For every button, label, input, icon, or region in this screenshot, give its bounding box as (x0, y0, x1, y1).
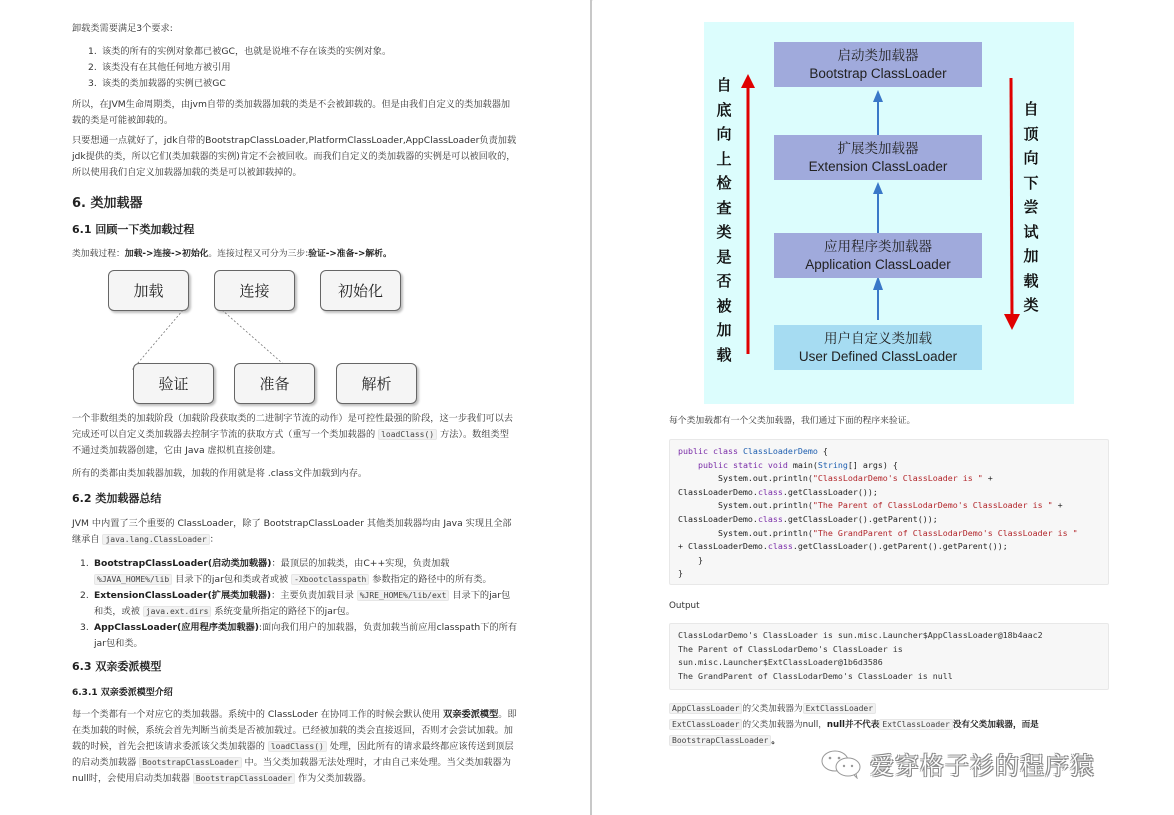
inline-code: -Xbootclasspath (291, 574, 369, 585)
vertical-label-char: 向 (1023, 149, 1039, 167)
vertical-label-char: 查 (716, 198, 732, 217)
heading-6-3: 6.3 双亲委派模型 (72, 660, 162, 673)
code-line (678, 472, 1100, 486)
vertical-label-char: 加 (716, 321, 732, 339)
vertical-label-char: 自 (716, 76, 732, 94)
code-token: class (757, 486, 783, 497)
vertical-label-char: 尝 (1023, 198, 1039, 216)
box-user-defined-classloader: 用户自定义类加载 User Defined ClassLoader (774, 325, 982, 370)
flow-box-link: 连接 (214, 270, 295, 311)
output-label: Output (669, 601, 700, 611)
paragraph-parent-delegation: 每一个类都有一个对应它的类加载器。系统中的 ClassLoder 在协同工作的时候会默认使用 双亲委派模型。即在类加载的时候，系统会首先判断当前类是否被加载过。已经被加载的类会直接返回，否则才会尝试加载。加载的时候，首先会把该请求委派该父类加载器的 loadClass() 处理，因此所有的请求最终都应该传送到顶层的启动类加载器 BootstrapClassLoader 中。当父类加载器无法处理时，才由自己来处理。当父类加载器为null时，会使用启动类加载器 BootstrapClassLoader 作为父类加载器。 (72, 709, 517, 784)
summary-line-1: AppClassLoader 的父类加载器为 ExtClassLoader (669, 701, 1119, 717)
list-item-bootstrap: 1. BootstrapClassLoader(启动类加载器)：最顶层的加载类，由C++实现，负责加载 %JAVA_HOME%/lib 目录下的jar包和类或者或被 -Xbootclasspath 参数指定的路径中的所有类。 (80, 558, 492, 585)
paragraph-nonarray-loading: 一个非数组类的加载阶段（加载阶段获取类的二进制字节流的动作）是可控性最强的阶段，这一步我们可以去完成还可以自定义类加载器去控制字节流的获取方式（重写一个类加载器的 loadClass() 方法）。数组类型不通过类加载器创建，它由 Java 虚拟机直接创建。 (72, 413, 513, 456)
vertical-label-char: 向 (716, 125, 732, 143)
dashed-link-to-verify (132, 310, 183, 370)
code-token: "ClassLodarDemo's ClassLoader is " (812, 473, 983, 484)
vertical-label-char: 检 (716, 174, 732, 192)
inline-code: %JRE_HOME%/lib/ext (357, 590, 450, 601)
code-line (678, 567, 1100, 581)
classloader-hierarchy-diagram (704, 22, 1074, 404)
list-item: 2. 该类没有在其他任何地方被引用 (88, 62, 231, 73)
code-token: + (982, 473, 993, 484)
output-line: The GrandParent of ClassLodarDemo's ClassLoader is null (678, 670, 953, 681)
output-line: The Parent of ClassLodarDemo's ClassLoader is (678, 643, 903, 654)
inline-code: ExtClassLoader (879, 719, 952, 730)
box-extension-classloader: 扩展类加载器 Extension ClassLoader (774, 135, 982, 180)
red-arrow-head-up (741, 74, 755, 88)
vertical-label-char: 是 (716, 247, 732, 266)
inline-code: BootstrapClassLoader (139, 757, 241, 768)
code-token: + (1052, 500, 1063, 511)
code-token: { (817, 446, 828, 456)
code-token: ClassLoaderDemo (742, 446, 818, 456)
paragraph-jvm-lifecycle: 所以，在JVM生命周期类，由jvm自带的类加载器加载的类是不会被卸载的。但是由我们自定义的类加载器加载的类是可能被卸载的。 (72, 99, 511, 126)
code-token: } (678, 554, 703, 565)
heading-section-6: 6. 类加载器 (72, 196, 143, 211)
code-token: main( (792, 459, 818, 470)
code-token: "The Parent of ClassLodarDemo's ClassLoader is " (812, 500, 1053, 511)
code-token: String (817, 459, 848, 470)
label-bottom-up-check (715, 73, 733, 367)
paragraph-all-classes: 所有的类都由类加载器加载，加载的作用就是将 .class文件加载到内存。 (72, 468, 368, 479)
vertical-label-char: 下 (1023, 173, 1039, 192)
code-token: class (767, 541, 793, 552)
code-token: System.out.println( (678, 500, 813, 511)
page-divider (590, 0, 592, 815)
summary-line-3: BootstrapClassLoader 。 (669, 733, 780, 749)
inline-code: ExtClassLoader (803, 703, 876, 714)
code-block-output[interactable] (669, 623, 1109, 690)
wechat-watermark (820, 746, 1095, 781)
heading-6-1: 6.1 回顾一下类加载过程 (72, 223, 195, 236)
process-line: 类加载过程：加载->连接->初始化。连接过程又可分为三步:验证->准备->解析。 (72, 249, 392, 259)
vertical-label-char: 被 (716, 296, 732, 315)
list-item: 1. 该类的所有的实例对象都已被GC，也就是说堆不存在该类的实例对象。 (88, 46, 392, 57)
inline-code: loadClass() (268, 741, 327, 752)
code-token: .getClassLoader().getParent().getParent()); (792, 541, 1008, 552)
dashed-link-to-resolve (222, 310, 290, 370)
red-arrow-head-down (1004, 314, 1020, 330)
code-line (678, 499, 1100, 513)
summary-line-2: ExtClassLoader 的父类加载器为null，null并不代表 ExtClassLoader 没有父类加载器，而是 (669, 717, 1119, 733)
label-top-down-load (1022, 97, 1040, 318)
paragraph-three-loaders: JVM 中内置了三个重要的 ClassLoader，除了 BootstrapClassLoader 其他类加载器均由 Java 实现且全部继承自 java.lang.ClassLoader ： (72, 518, 512, 545)
arrow-head (873, 276, 883, 290)
arrow-head (873, 90, 883, 102)
vertical-label-char: 载 (1023, 271, 1039, 290)
loader-list (80, 556, 518, 652)
heading-6-2: 6.2 类加载器总结 (72, 492, 162, 505)
code-line (678, 486, 1100, 500)
code-token: System.out.println( (678, 473, 813, 484)
vertical-label-char: 上 (716, 149, 732, 168)
vertical-label-char: 顶 (1023, 124, 1039, 143)
code-line (678, 527, 1100, 541)
unload-requirements-list (88, 44, 518, 92)
paragraph-builtin-loaders: 只要想通一点就好了，jdk自带的BootstrapClassLoader,PlatformClassLoader,AppClassLoader负责加载jdk提供的类，所以它们(类加载器的实例)肯定不会被回收。而我们自定义的类加载器的实例是可以被回收的，所以使用我们自定义加载器加载的类是可以被卸载掉的。 (72, 135, 517, 178)
inline-code: ExtClassLoader (669, 719, 742, 730)
unload-intro: 卸载类需要满足3个要求: (72, 23, 173, 34)
inline-code: BootstrapClassLoader (193, 773, 295, 784)
flow-box-load: 加载 (108, 270, 189, 311)
flow-box-resolve: 解析 (336, 363, 417, 404)
code-token: ClassLoaderDemo. (678, 486, 758, 497)
inline-code: AppClassLoader (669, 703, 742, 714)
inline-code: java.lang.ClassLoader (102, 534, 209, 545)
vertical-label-char: 自 (1023, 100, 1039, 118)
code-token: .getClassLoader().getParent()); (782, 513, 938, 524)
code-line (678, 554, 1100, 568)
box-application-classloader: 应用程序类加载器 Application ClassLoader (774, 233, 982, 278)
vertical-label-char: 否 (716, 272, 732, 290)
output-line: ClassLodarDemo's ClassLoader is sun.misc.Launcher$AppClassLoader@18b4aac2 (678, 630, 1043, 640)
verify-intro: 每个类加载都有一个父类加载器，我们通过下面的程序来验证。 (669, 416, 916, 426)
inline-code: loadClass() (378, 429, 437, 440)
watermark-text: 爱穿格子衫的程序猿 (870, 752, 1095, 780)
code-block-classloaderdemo[interactable] (669, 439, 1109, 585)
vertical-label-char: 底 (716, 100, 732, 119)
list-item: 3. 该类的类加载器的实例已被GC (88, 78, 226, 89)
code-token: + ClassLoaderDemo. (678, 541, 768, 552)
vertical-label-char: 试 (1023, 222, 1039, 241)
code-line (678, 459, 1100, 473)
flow-box-initialize: 初始化 (320, 270, 401, 311)
arrow-head (873, 182, 883, 194)
output-line: sun.misc.Launcher$ExtClassLoader@1b6d3586 (678, 657, 883, 668)
vertical-label-char: 类 (716, 223, 732, 241)
code-token: class (757, 513, 783, 524)
code-line (678, 513, 1100, 527)
code-token: "The GrandParent of ClassLodarDemo's ClassLoader is " (812, 527, 1078, 538)
code-token: .getClassLoader()); (782, 486, 878, 497)
code-token: System.out.println( (678, 527, 813, 538)
flow-box-verify: 验证 (133, 363, 214, 404)
code-token: ClassLoaderDemo. (678, 513, 758, 524)
vertical-label-char: 类 (1023, 296, 1039, 314)
code-token: } (678, 568, 683, 579)
inline-code: %JAVA_HOME%/lib (94, 574, 172, 585)
inline-code: BootstrapClassLoader (669, 735, 771, 746)
list-item-app: 3. AppClassLoader(应用程序类加载器):面向我们用户的加载器，负责加载当前应用classpath下的所有jar包和类。 (80, 622, 518, 649)
vertical-label-char: 载 (716, 345, 732, 364)
inline-code: java.ext.dirs (143, 606, 212, 617)
code-line (678, 540, 1100, 554)
code-token: [] args) { (847, 459, 898, 470)
code-token: public class (678, 446, 743, 456)
code-line (678, 445, 1100, 459)
heading-6-3-1: 6.3.1 双亲委派模型介绍 (72, 688, 173, 698)
flow-box-prepare: 准备 (234, 363, 315, 404)
red-arrow-top-down (1011, 78, 1012, 320)
code-token: public static void (697, 459, 793, 470)
box-bootstrap-classloader: 启动类加载器 Bootstrap ClassLoader (774, 42, 982, 87)
code-token (678, 460, 698, 470)
list-item-extension: 2. ExtensionClassLoader(扩展类加载器)：主要负责加载目录 %JRE_HOME%/lib/ext 目录下的jar包和类，或被 java.ext.dirs 系统变量所指定的路径下的jar包。 (80, 590, 511, 617)
wechat-icon (820, 749, 864, 779)
vertical-label-char: 加 (1023, 247, 1039, 265)
